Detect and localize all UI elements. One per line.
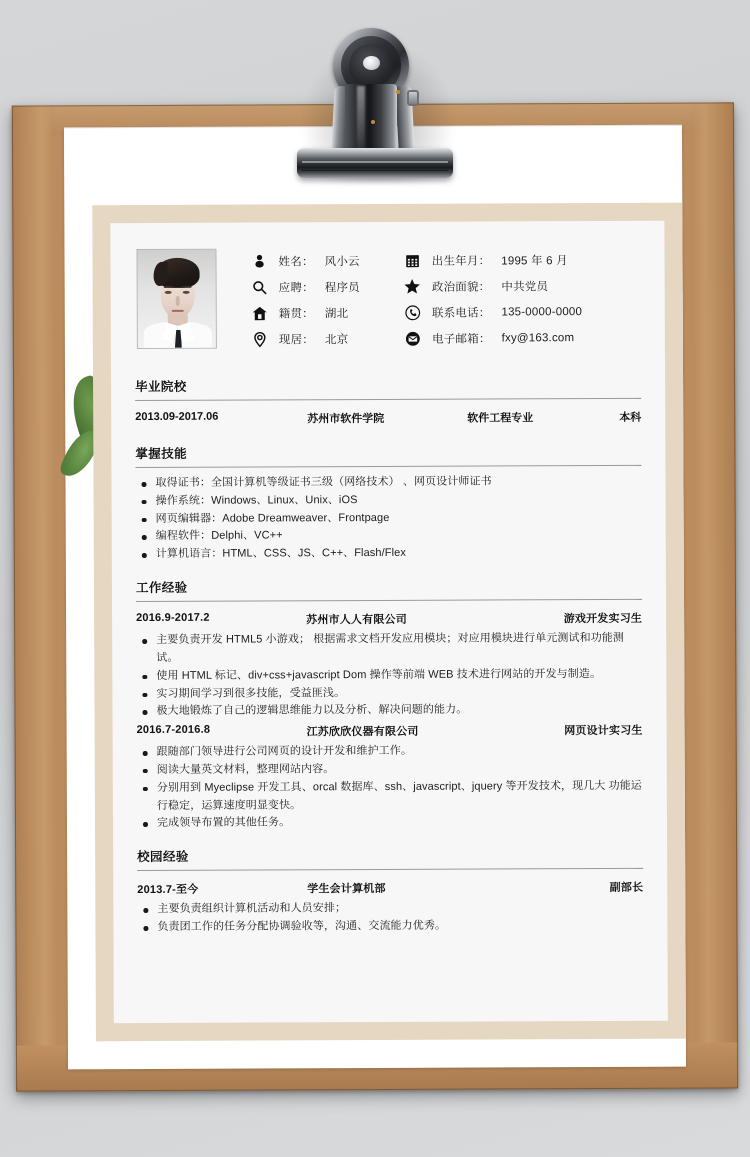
- work-company: 江苏欣欣仪器有限公司: [306, 725, 419, 739]
- field-phone: [404, 303, 582, 321]
- field-position-text: 应聘：: [278, 281, 314, 294]
- list-item: 跟随部门领导进行公司网页的设计开发和维护工作。: [137, 742, 643, 762]
- education-school: 苏州市软件学院: [307, 412, 385, 426]
- list-item: 网页编辑器：Adobe Dreamweaver、Frontpage: [136, 508, 642, 528]
- work-role: 游戏开发实习生: [563, 612, 643, 626]
- campus-entry-header: [137, 876, 643, 899]
- list-item: 负责团工作的任务分配协调验收等，沟通、交流能力优秀。: [137, 917, 643, 937]
- skills-list: [135, 473, 641, 564]
- education-major: 软件工程专业: [467, 412, 534, 425]
- field-name-text: 姓名：: [278, 255, 314, 268]
- field-name: [250, 252, 359, 269]
- field-political-status-text: 政治面貌：: [431, 280, 491, 294]
- work-role: 网页设计实习生: [564, 724, 643, 738]
- clip-tab: [407, 90, 419, 106]
- location-icon: [251, 330, 268, 347]
- field-name-value: 风小云: [324, 255, 360, 268]
- field-hometown-value: 湖北: [324, 307, 349, 320]
- calendar-icon: [404, 252, 421, 269]
- clip-bar: [297, 148, 453, 178]
- field-email-text: 电子邮箱：: [432, 332, 491, 346]
- education-row: [135, 406, 641, 430]
- list-item: 极大地锻炼了自己的逻辑思维能力以及分析、解决问题的能力。: [136, 701, 642, 721]
- frame-left-bevel: [12, 105, 58, 1091]
- field-email-value: fxy@163.com: [501, 331, 575, 344]
- contact-column-right: [404, 251, 583, 347]
- field-email: [404, 329, 582, 347]
- clip-hole: [363, 56, 380, 70]
- education-degree: 本科: [619, 411, 642, 424]
- field-political-status-value: 中共党员: [501, 280, 549, 293]
- field-birthdate: [404, 251, 582, 269]
- work-entry-header: [136, 607, 642, 630]
- field-hometown: [251, 304, 360, 321]
- work-bullets: [137, 742, 643, 833]
- list-item: 主要负责组织计算机活动和人员安排；: [137, 899, 643, 919]
- section-title-work: 工作经验: [135, 580, 188, 596]
- field-birthdate-value: 1995 年 6 月: [501, 254, 568, 267]
- field-residence: [251, 330, 360, 347]
- education-date: 2013.09-2017.06: [135, 410, 219, 424]
- section-title-campus: 校园经验: [137, 850, 189, 865]
- campus-role: 副部长: [609, 882, 644, 895]
- search-icon: [251, 278, 268, 295]
- work-company: 苏州市人人有限公司: [306, 613, 407, 627]
- avatar: [136, 249, 216, 349]
- resume-sheet: [110, 221, 667, 1023]
- field-phone-text: 联系电话：: [431, 306, 491, 320]
- frame-right-bevel: [692, 102, 738, 1088]
- campus-entry: [137, 876, 643, 937]
- work-date: 2016.7-2016.8: [136, 723, 211, 737]
- field-political-status: [404, 277, 582, 295]
- work-date: 2016.9-2017.2: [136, 611, 210, 625]
- star-icon: [404, 278, 421, 295]
- section-work-experience: [136, 576, 643, 833]
- campus-bullets: [137, 899, 643, 937]
- list-item: 编程软件：Delphi、VC++: [136, 526, 642, 546]
- campus-org: 学生会计算机部: [307, 883, 386, 896]
- field-position-value: 程序员: [324, 281, 360, 294]
- list-item: 操作系统：Windows、Linux、Unix、iOS: [136, 491, 642, 511]
- list-item: 使用 HTML 标记、div+css+javascript Dom 操作等前端 WEB 技术进行网站的开发与制造。: [136, 666, 642, 686]
- field-phone-value: 135-0000-0000: [501, 305, 583, 318]
- contact-column-left: [250, 252, 360, 347]
- list-item: 完成领导布置的其他任务。: [137, 813, 643, 833]
- list-item: 取得证书：全国计算机等级证书三级（网络技术） 、网页设计师证书: [135, 473, 641, 493]
- work-bullets: [136, 630, 642, 721]
- list-item: 阅读大量英文材料，整理网站内容。: [137, 760, 643, 780]
- work-entry: [137, 719, 643, 833]
- resume-header: [134, 243, 641, 363]
- email-icon: [404, 330, 421, 347]
- work-entry-header: [137, 719, 643, 742]
- person-icon: [250, 252, 267, 269]
- section-title-skills: 掌握技能: [135, 446, 188, 462]
- list-item: 实习期间学习到很多技能，受益匪浅。: [136, 683, 642, 703]
- campus-date: 2013.7-至今: [137, 883, 199, 897]
- field-residence-text: 现居：: [278, 333, 315, 346]
- list-item: 主要负责开发 HTML5 小游戏； 根据需求文档开发应用模块；对应用模块进行单元测试和功能测试。: [136, 630, 642, 668]
- list-item: 计算机语言：HTML、CSS、JS、C++、Flash/Flex: [136, 544, 642, 564]
- field-position: [251, 278, 360, 295]
- section-education: [135, 375, 641, 430]
- field-birthdate-text: 出生年月：: [431, 254, 491, 268]
- work-entry: [136, 607, 642, 721]
- section-title-education: 毕业院校: [135, 379, 187, 395]
- field-hometown-text: 籍贯：: [278, 307, 314, 320]
- section-campus-experience: [137, 845, 643, 937]
- section-skills: [135, 442, 642, 564]
- mat-board: [64, 125, 686, 1070]
- phone-icon: [404, 304, 421, 321]
- list-item: 分别用到 Myeclipse 开发工具、orcal 数据库、ssh、javascript、jquery 等开发技术，现几大 功能运行稳定，运算速度明显变快。: [137, 778, 643, 816]
- field-residence-value: 北京: [324, 333, 349, 346]
- page-mount: [92, 203, 686, 1042]
- home-icon: [251, 304, 268, 321]
- picture-frame: [12, 102, 738, 1091]
- contact-info: [250, 247, 582, 347]
